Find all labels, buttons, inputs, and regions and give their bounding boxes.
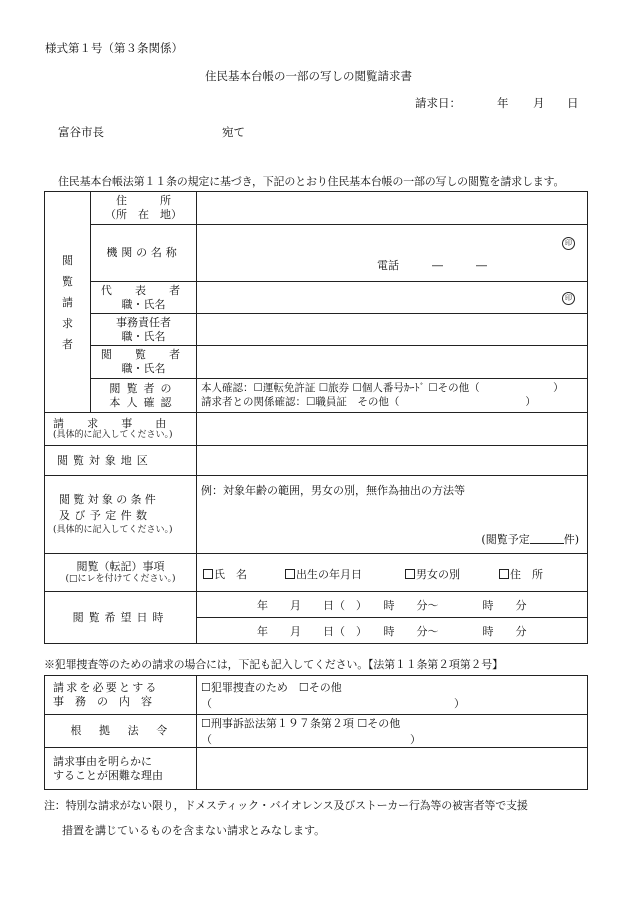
reason-field[interactable] bbox=[197, 413, 588, 446]
necessity-row bbox=[45, 676, 588, 715]
addressee-suffix: 宛て bbox=[222, 125, 245, 139]
area-label: 閲覧対象地区 bbox=[45, 446, 197, 476]
legal-basis-row bbox=[45, 715, 588, 748]
desired-datetime-field-1[interactable] bbox=[197, 592, 588, 618]
reason-label: 請 求 事 由 (具体的に記入してください。) bbox=[45, 413, 197, 446]
item-checkbox-address[interactable]: 住 所 bbox=[499, 566, 543, 582]
difficulty-field[interactable] bbox=[197, 748, 588, 790]
address-field[interactable] bbox=[197, 192, 588, 225]
admin-manager-field[interactable] bbox=[197, 314, 588, 346]
org-name-label: 機関の名称 bbox=[91, 225, 197, 282]
id-check-line: 本人確認：☐運転免許証 ☐旅券 ☐個人番号ｶｰﾄﾞ ☐その他（ ） bbox=[201, 381, 564, 394]
footer-note-line-1: 注：特別な請求がない限り，ドメスティック・バイオレンス及びストーカー行為等の被害者等で支援 bbox=[44, 799, 528, 812]
admin-manager-label: 事務責任者 職・氏名 bbox=[91, 314, 197, 346]
conditions-example: 例：対象年齢の範囲，男女の別，無作為抽出の方法等 bbox=[201, 484, 465, 497]
datetime-line-2: 年 月 日（ ） 時 分〜 時 分 bbox=[257, 624, 527, 638]
representative-row bbox=[45, 282, 588, 314]
viewer-confirm-label: 閲覧者の 本人確認 bbox=[91, 379, 197, 413]
items-field bbox=[197, 554, 588, 592]
seal-mark-icon: 印 bbox=[562, 237, 575, 250]
desired-datetime-row-1 bbox=[45, 592, 588, 618]
area-row bbox=[45, 446, 588, 476]
viewer-row bbox=[45, 346, 588, 379]
item-checkbox-name[interactable]: 氏 名 bbox=[203, 566, 247, 582]
area-field[interactable] bbox=[197, 446, 588, 476]
planned-count-field[interactable] bbox=[530, 533, 564, 544]
footer-note-line-2: 措置を講じているものを含まない請求とみなします。 bbox=[62, 824, 326, 837]
addressee-city: 富谷市長 bbox=[58, 125, 104, 139]
crime-investigation-table bbox=[44, 675, 588, 790]
representative-label: 代 表 者 職・氏名 bbox=[91, 282, 197, 314]
viewer-confirm-row bbox=[45, 379, 588, 413]
form-number: 様式第１号（第３条関係） bbox=[45, 41, 183, 55]
relation-check-line: 請求者との関係確認：☐職員証 その他（ ） bbox=[201, 395, 536, 408]
desired-datetime-field-2[interactable] bbox=[197, 618, 588, 644]
form-title: 住民基本台帳の一部の写しの閲覧請求書 bbox=[205, 69, 412, 83]
viewer-label: 閲 覧 者 職・氏名 bbox=[91, 346, 197, 379]
org-name-field[interactable] bbox=[197, 225, 588, 282]
necessity-label: 請求を必要とする 事 務 の 内 容 bbox=[45, 676, 197, 715]
request-date-label: 請求日： bbox=[415, 96, 461, 110]
datetime-line-1: 年 月 日（ ） 時 分〜 時 分 bbox=[257, 598, 527, 612]
desired-datetime-label: 閲覧希望日時 bbox=[45, 592, 197, 644]
representative-field[interactable] bbox=[197, 282, 588, 314]
org-name-row bbox=[45, 225, 588, 282]
items-label: 閲覧（転記）事項 (□にレを付けてください。) bbox=[45, 554, 197, 592]
difficulty-row bbox=[45, 748, 588, 790]
reason-row bbox=[45, 413, 588, 446]
seal-mark-icon: 印 bbox=[562, 292, 575, 305]
items-row bbox=[45, 554, 588, 592]
viewer-field[interactable] bbox=[197, 346, 588, 379]
address-row bbox=[45, 192, 588, 225]
requester-group-label: 閲 覧 請 求 者 bbox=[45, 192, 91, 413]
item-checkbox-birthdate[interactable]: 出生の年月日 bbox=[285, 566, 362, 582]
legal-basis-label: 根 拠 法 令 bbox=[45, 715, 197, 748]
date-day-label: 日 bbox=[567, 96, 579, 110]
viewer-confirm-field[interactable] bbox=[197, 379, 588, 413]
conditions-label: 閲覧対象の条件 及び予定件数 (具体的に記入してください。) bbox=[45, 476, 197, 554]
intro-text: 住民基本台帳法第１１条の規定に基づき，下記のとおり住民基本台帳の一部の写しの閲覧を請求します。 bbox=[58, 175, 565, 188]
legal-basis-options[interactable]: ☐刑事訴訟法第１９７条第２項 ☐その他（ ） bbox=[197, 715, 588, 748]
crime-note: ※犯罪捜査等のための請求の場合には，下記も記入してください。【法第１１条第２項第２号】 bbox=[44, 658, 503, 671]
phone-label: 電話 ― ― bbox=[377, 259, 487, 272]
request-form-table bbox=[44, 191, 588, 644]
planned-count: (閲覧予定 件) bbox=[481, 533, 579, 546]
conditions-row bbox=[45, 476, 588, 554]
difficulty-label: 請求事由を明らかに することが困難な理由 bbox=[45, 748, 197, 790]
date-month-label: 月 bbox=[533, 96, 545, 110]
necessity-options[interactable]: ☐犯罪捜査のため ☐その他（ ） bbox=[197, 676, 588, 715]
conditions-field[interactable] bbox=[197, 476, 588, 554]
admin-manager-row bbox=[45, 314, 588, 346]
date-year-label: 年 bbox=[497, 96, 509, 110]
address-label: 住 所 （所 在 地） bbox=[91, 192, 197, 225]
item-checkbox-gender[interactable]: 男女の別 bbox=[405, 566, 460, 582]
